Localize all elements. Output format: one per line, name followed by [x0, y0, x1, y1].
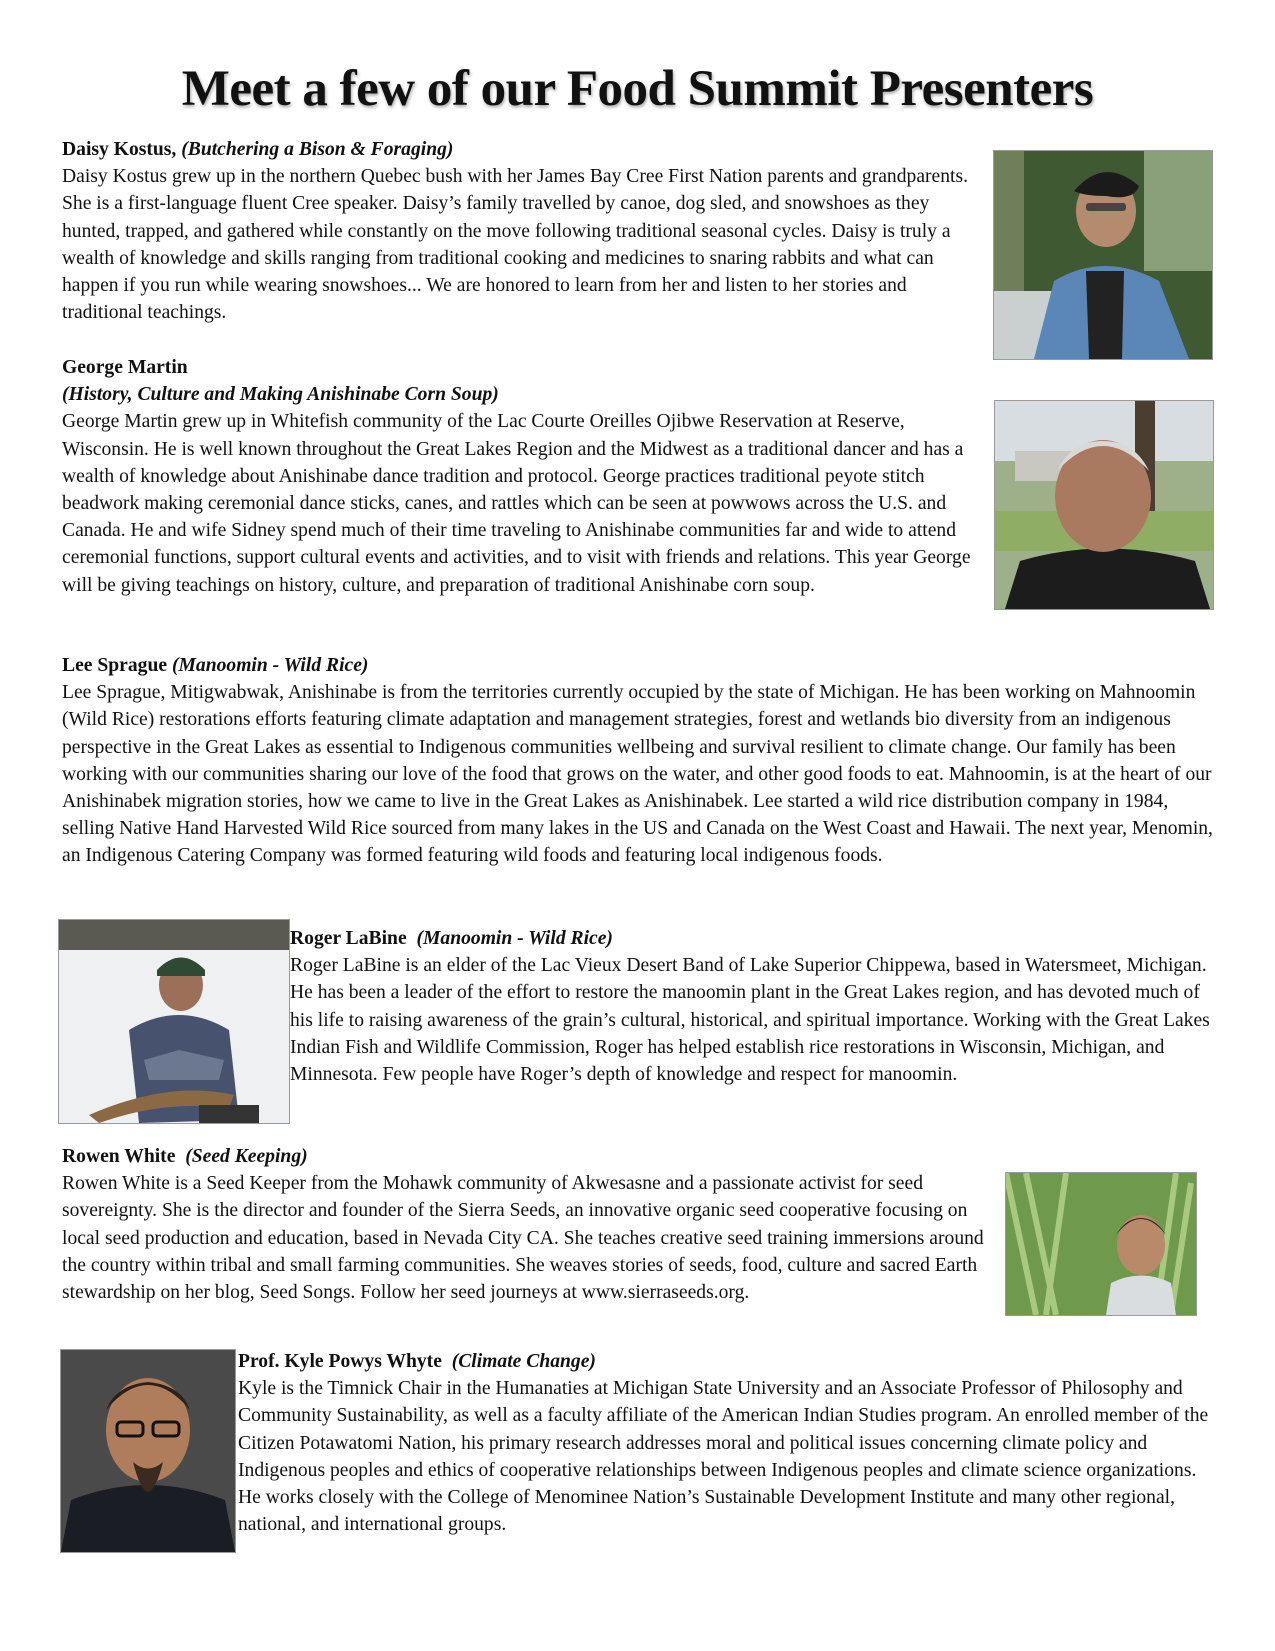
presenter-name: Rowen White — [62, 1146, 176, 1167]
presenter-topic: (Butchering a Bison & Foraging) — [181, 139, 454, 160]
daisy-kostus-photo — [993, 150, 1213, 360]
presenter-lee-sprague — [62, 652, 1217, 870]
presenter-name: Prof. Kyle Powys Whyte — [238, 1351, 442, 1372]
presenter-roger-labine — [290, 925, 1217, 1088]
presenter-bio: Lee Sprague, Mitigwabwak, Anishinabe is from the territories currently occupied by the state of Michigan. He has been working on Mahnoomin (Wild Rice) restorations efforts featuring climate adaptation and management strategies, forest and wetlands bio diversity from an indigenous perspective in the Great Lakes as essential to Indigenous communities wellbeing and survival resilient to climate change. Our family has been working with our communities sharing our love of the food that grows on the water, and other good foods to eat. Mahnoomin, is at the heart of our Anishinabek migration stories, how we came to live in the Great Lakes as Anishinabek. Lee started a wild rice distribution company in 1984, selling Native Hand Harvested Wild Rice sourced from many lakes in the US and Canada on the West Coast and Hawaii. The next year, Menomin, an Indigenous Catering Company was formed featuring wild foods and featuring local indigenous foods. — [62, 682, 1213, 867]
presenter-george-martin — [62, 354, 992, 599]
presenter-kyle-powys-whyte — [238, 1348, 1218, 1538]
george-martin-photo — [994, 400, 1214, 610]
presenter-topic: (Seed Keeping) — [185, 1146, 308, 1167]
page-title: Meet a few of our Food Summit Presenters — [181, 61, 1094, 117]
presenter-bio: Kyle is the Timnick Chair in the Humanaties at Michigan State University and an Associate Professor of Philosophy and Community Sustainability, as well as a faculty affiliate of the American Indian Studies program. An enrolled member of the Citizen Potawatomi Nation, his primary research addresses moral and political issues concerning climate policy and Indigenous peoples and ethics of cooperative relationships between Indigenous peoples and climate science organizations. He works closely with the College of Menominee Nation’s Sustainable Development Institute and many other regional, national, and international groups. — [238, 1378, 1209, 1536]
presenter-heading — [62, 1143, 1002, 1170]
presenter-heading — [62, 136, 992, 163]
roger-labine-photo — [58, 919, 290, 1124]
presenter-rowen-white — [62, 1143, 1002, 1306]
presenter-heading — [238, 1348, 1218, 1375]
presenter-bio: Daisy Kostus grew up in the northern Quebec bush with her James Bay Cree First Nation parents and grandparents. She is a first-language fluent Cree speaker. Daisy’s family travelled by canoe, dog sled, and snowshoes as they hunted, trapped, and gathered while constantly on the move following traditional seasonal cycles. Daisy is truly a wealth of knowledge and skills ranging from traditional cooking and medicines to snaring rabbits and what can happen if you run while wearing snowshoes... We are honored to learn from her and listen to her stories and traditional teachings. — [62, 166, 969, 324]
presenter-topic: (Manoomin - Wild Rice) — [416, 928, 613, 949]
rowen-white-photo — [1005, 1172, 1197, 1316]
presenter-name: Daisy Kostus, — [62, 139, 177, 160]
presenter-bio: Rowen White is a Seed Keeper from the Mohawk community of Akwesasne and a passionate activist for seed sovereignty. She is the director and founder of the Sierra Seeds, an innovative organic seed cooperative focusing on local seed production and education, based in Nevada City CA. She teaches creative seed training immersions around the country within tribal and small farming communities. She weaves stories of seeds, food, culture and sacred Earth stewardship on her blog, Seed Songs. Follow her seed journeys at www.sierraseeds.org. — [62, 1173, 984, 1304]
presenter-bio: George Martin grew up in Whitefish community of the Lac Courte Oreilles Ojibwe Reservation at Reserve, Wisconsin. He is well known throughout the Great Lakes Region and the Midwest as a traditional dancer and has a wealth of knowledge about Anishinabe dance tradition and protocol. George practices traditional peyote stitch beadwork making ceremonial dance sticks, canes, and rattles which can be seen at powwows across the U.S. and Canada. He and wife Sidney spend much of their time traveling to Anishinabe communities far and wide to attend ceremonial functions, support cultural events and activities, and to visit with friends and relations. This year George will be giving teachings on history, culture, and preparation of traditional Anishinabe corn soup. — [62, 411, 971, 596]
presenter-name: Lee Sprague — [62, 655, 168, 676]
presenter-name: George Martin — [62, 357, 188, 378]
presenter-name: Roger LaBine — [290, 928, 407, 949]
presenter-daisy-kostus — [62, 136, 992, 326]
presenter-topic: (History, Culture and Making Anishinabe Corn Soup) — [62, 384, 499, 406]
presenter-bio: Roger LaBine is an elder of the Lac Vieux Desert Band of Lake Superior Chippewa, based in Watersmeet, Michigan. He has been a leader of the effort to restore the manoomin plant in the Great Lakes region, and has devoted much of his life to raising awareness of the grain’s cultural, historical, and spiritual importance. Working with the Great Lakes Indian Fish and Wildlife Commission, Roger has helped establish rice restorations in Wisconsin, Michigan, and Minnesota. Few people have Roger’s depth of knowledge and respect for manoomin. — [290, 955, 1210, 1086]
presenter-topic: (Climate Change) — [451, 1351, 596, 1372]
kyle-powys-whyte-photo — [60, 1349, 236, 1553]
presenter-heading — [62, 652, 1217, 679]
presenter-heading — [290, 925, 1217, 952]
presenter-topic: (Manoomin - Wild Rice) — [171, 655, 369, 676]
